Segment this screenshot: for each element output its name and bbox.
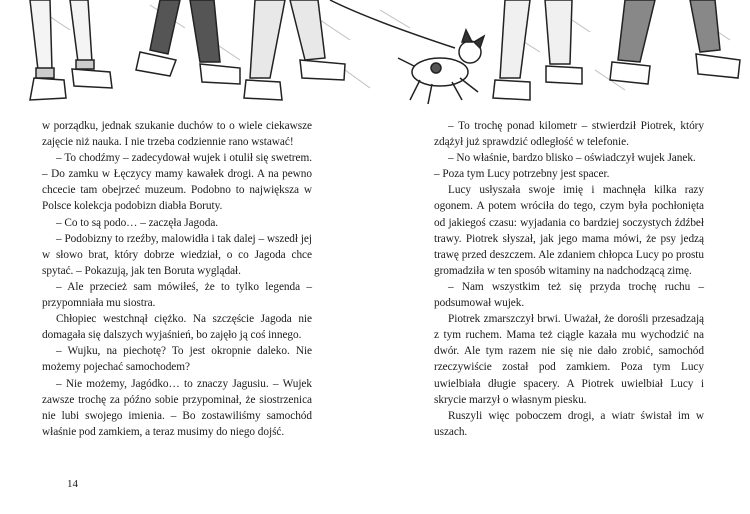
paragraph: – Ale przecież sam mówiłeś, że to tylko legenda – przypomniała mu siostra. xyxy=(42,280,312,310)
paragraph: – To chodźmy – zadecydował wujek i otulił się swetrem. – Do zamku w Łęczycy mamy kawałek drogi. A na pewno chcecie tam obejrzeć muzeum. Podobno to największa w Polsce kolekcja podobizn diabła Boruty. xyxy=(42,152,312,213)
right-text-column xyxy=(434,118,704,440)
paragraph: Piotrek zmarszczył brwi. Uważał, że dorośli przesadzają z tym ruchem. Mama też ciągle kazała mu wychodzić na dwór. Ale tym razem nie się nie dało zrobić, samochód rzeczywiście został pod zamkiem. Poza tym Lucy uwielbiała długie spacery. A Piotrek uwielbiał Lucy i skrycie marzył o własnym piesku. xyxy=(434,313,704,406)
legs-figure-1 xyxy=(30,0,112,100)
paragraph: – No właśnie, bardzo blisko – oświadczył wujek Janek. xyxy=(448,152,696,165)
walking-legs-illustration xyxy=(0,0,750,115)
page-number: 14 xyxy=(67,478,78,490)
paragraph: – Nie możemy, Jagódko… to znaczy Jagusiu. – Wujek zawsze trochę za późno sobie przypominał, że siostrzenica nie lubi swojego imienia. – Bo zostawiliśmy samochód właśnie pod zamkiem, a teraz musimy do niego dojść. xyxy=(42,377,312,438)
paragraph: – Co to są podo… – zaczęła Jagoda. xyxy=(56,216,219,229)
paragraph: Chłopiec westchnął ciężko. Na szczęście Jagoda nie domagała się dalszych wyjaśnień, bo zajęło ją coś innego. xyxy=(42,313,312,342)
paragraph: Lucy usłyszała swoje imię i machnęła kilka razy ogonem. A potem wróciła do tego, czym była pochłonięta od jakiegoś czasu: wyjadania co bardziej soczystych źdźbeł trawy. Piotrek słyszał, jak jego mama mówi, że psy jedzą trawę przed deszczem. Ale zdaniem chłopca Lucy po prostu gromadziła w ten sposób witaminy na nadchodzącą zimę. xyxy=(434,184,704,277)
paragraph: – Podobizny to rzeźby, malowidła i tak dalej – wszedł jej w słowo brat, który dobrze wiedział, o co Jagoda chce spytać. – Pokazują, jak ten Boruta wyglądał. xyxy=(42,232,312,277)
paragraph: w porządku, jednak szukanie duchów to o wiele ciekawsze zajęcie niż nauka. I nie trzeba codziennie rano wstawać! xyxy=(42,120,312,149)
paragraph: – Poza tym Lucy potrzebny jest spacer. xyxy=(434,168,610,181)
legs-figure-3 xyxy=(244,0,345,100)
paragraph: – Wujku, na piechotę? To jest okropnie daleko. Nie możemy pojechać samochodem? xyxy=(42,345,312,374)
legs-figure-2 xyxy=(136,0,240,84)
paragraph: – To trochę ponad kilometr – stwierdził Piotrek, który zdążył już sprawdzić odległość w telefonie. xyxy=(434,120,704,149)
dog-illustration xyxy=(398,30,484,104)
leash xyxy=(330,0,455,48)
paragraph: – Nam wszystkim też się przyda trochę ruchu – podsumował wujek. xyxy=(434,280,704,310)
paragraph: Ruszyli więc poboczem drogi, a wiatr świstał im w uszach. xyxy=(434,409,704,438)
legs-figure-5 xyxy=(610,0,740,84)
left-text-column xyxy=(42,118,312,440)
